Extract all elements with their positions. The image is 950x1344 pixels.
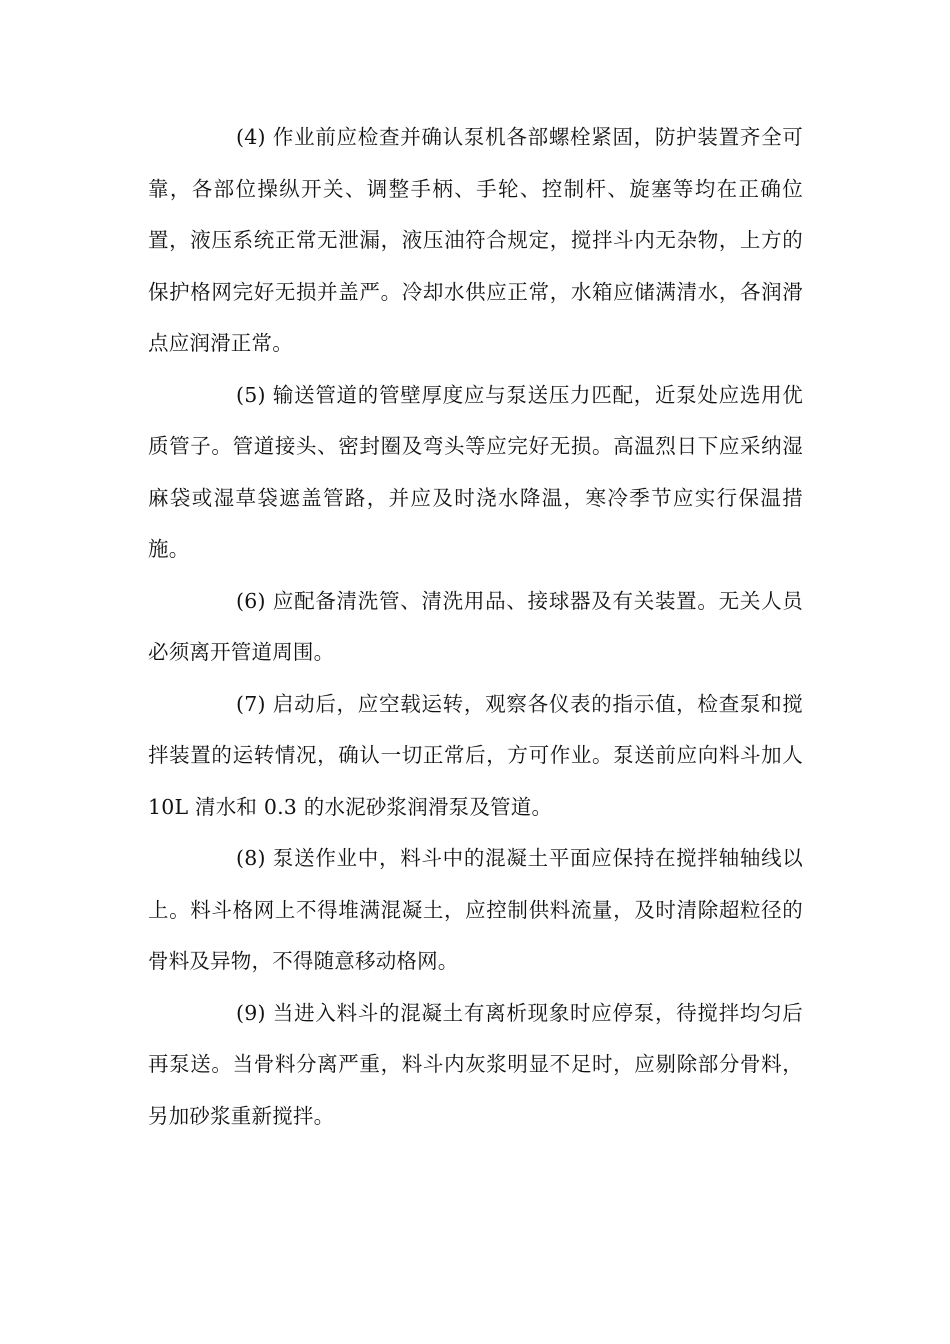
paragraph-item-6: (6) 应配备清洗管、清洗用品、接球器及有关装置。无关人员必须离开管道周围。: [148, 588, 803, 664]
document-body: [148, 112, 803, 1142]
paragraph-item-8: (8) 泵送作业中，料斗中的混凝土平面应保持在搅拌轴轴线以上。料斗格网上不得堆满混凝土，应控制供料流量，及时清除超粒径的骨料及异物，不得随意移动格网。: [148, 846, 803, 973]
paragraph-item-9: (9) 当进入料斗的混凝土有离析现象时应停泵，待搅拌均匀后再泵送。当骨料分离严重，料斗内灰浆明显不足时，应剔除部分骨料，另加砂浆重新搅拌。: [148, 1000, 803, 1128]
paragraph-item-7: (7) 启动后，应空载运转，观察各仪表的指示值，检查泵和搅拌装置的运转情况，确认一切正常后，方可作业。泵送前应向料斗加人 10L 清水和 0.3 的水泥砂浆润滑泵及管道。: [148, 691, 803, 819]
paragraph-item-4: (4) 作业前应检查并确认泵机各部螺栓紧固，防护装置齐全可靠，各部位操纵开关、调整手柄、手轮、控制杆、旋塞等均在正确位置，液压系统正常无泄漏，液压油符合规定，搅拌斗内无杂物，上方的保护格网完好无损并盖严。冷却水供应正常，水箱应储满清水，各润滑点应润滑正常。: [148, 125, 803, 355]
paragraph-item-5: (5) 输送管道的管壁厚度应与泵送压力匹配，近泵处应选用优质管子。管道接头、密封圈及弯头等应完好无损。高温烈日下应采纳湿麻袋或湿草袋遮盖管路，并应及时浇水降温，寒冷季节应实行保温措施。: [148, 382, 803, 561]
